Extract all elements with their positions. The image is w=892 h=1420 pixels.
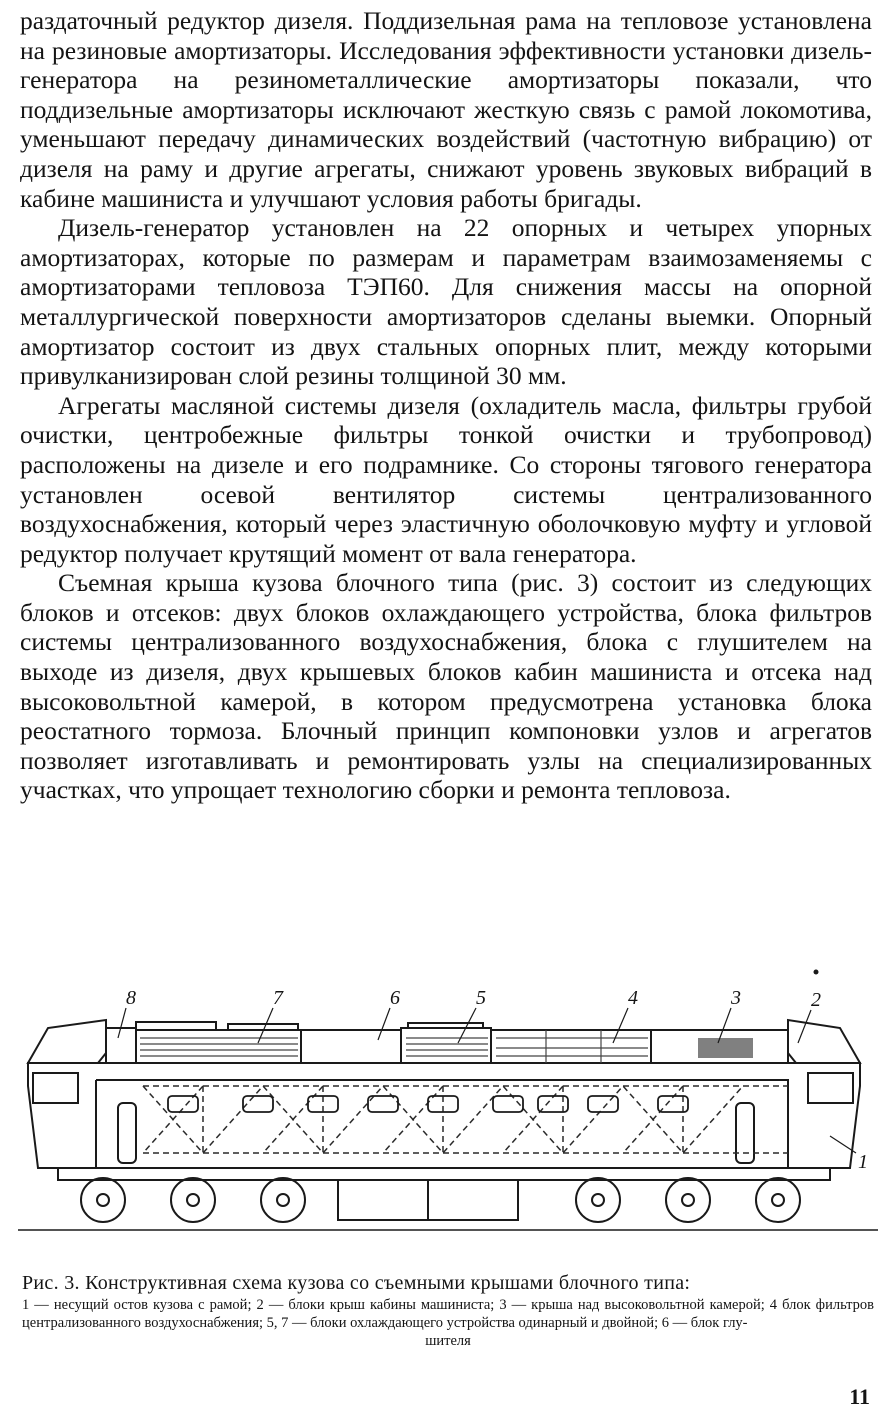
caption-legend-text: 1 — несущий остов кузова с рамой; 2 — блоки крыш кабины машиниста; 3 — крыша над высоковольтной камерой; 4 блок фильтров централизованного воздухоснабжения; 5, 7 — блоки охлаждающего устройства одинарный и двойной; 6 — блок глу-: [22, 1297, 874, 1331]
paragraph-4: Съемная крыша кузова блочного типа (рис. 3) состоит из следующих блоков и отсеков: двух блоков охлаждающего устройства, блока фильтров системы централизованного воздухоснабжения, блока с глушителем на выходе из дизеля, двух крышевых блоков кабин машиниста и отсека над высоковольтной камерой, в котором предусмотрена установка блока реостатного тормоза. Блочный принцип компоновки узлов и агрегатов позволяет изготавливать и ремонтировать узлы на специализированных участках, что упрощает технологию сборки и ремонта тепловоза.: [20, 568, 872, 805]
callout-5: 5: [476, 987, 486, 1009]
roof-block-4: [491, 1030, 651, 1063]
locomotive-diagram: [18, 968, 878, 1268]
callout-3: 3: [731, 987, 741, 1009]
caption-title: Рис. 3. Конструктивная схема кузова со съемными крышами блочного типа:: [22, 1272, 691, 1294]
paragraph-3: Агрегаты масляной системы дизеля (охладитель масла, фильтры грубой очистки, центробежные фильтры тонкой очистки и трубопровод) расположены на дизеле и его подрамнике. Со стороны тягового генератора установлен осевой вентилятор системы централизованного воздухоснабжения, который через эластичную оболочковую муфту и угловой редуктор получает крутящий момент от вала генератора.: [20, 390, 872, 568]
caption-legend: [22, 1296, 874, 1350]
callout-7: 7: [273, 987, 283, 1009]
locomotive-body-figure: [18, 968, 878, 1268]
callout-4: 4: [628, 987, 638, 1009]
callout-2: 2: [811, 989, 821, 1011]
paragraph-2: Дизель-генератор установлен на 22 опорных и четырех упорных амортизаторах, которые по размерам и параметрам взаимозаменяемы с амортизаторами тепловоза ТЭП60. Для снижения массы на опорной металлургической поверхности амортизаторов сделаны выемки. Опорный амортизатор состоит из двух стальных опорных плит, между которыми привулканизирован слой резины толщиной 30 мм.: [20, 213, 872, 391]
paragraph-1: раздаточный редуктор дизеля. Поддизельная рама на тепловозе установлена на резиновые амортизаторы. Исследования эффективности установки дизель-генератора на резинометаллические амортизаторы показали, что поддизельные амортизаторы исключают жесткую связь с рамой локомотива, уменьшают передачу динамических воздействий (частотную вибрацию) от дизеля на раму и другие агрегаты, снижают уровень звуковых вибраций в кабине машиниста и улучшают условия работы бригады.: [20, 6, 872, 213]
page-number: 11: [849, 1384, 870, 1409]
callout-6: 6: [390, 987, 400, 1009]
callout-1: 1: [858, 1151, 868, 1173]
body-text: [20, 6, 872, 805]
callout-8: 8: [126, 987, 136, 1009]
roof-cab-left: [28, 1020, 106, 1063]
roof-block-5: [401, 1028, 491, 1063]
roof-block-6: [301, 1030, 401, 1063]
roof-block-7: [136, 1030, 301, 1063]
caption-legend-last: шителя: [425, 1333, 471, 1349]
figure-caption: [22, 1272, 874, 1350]
